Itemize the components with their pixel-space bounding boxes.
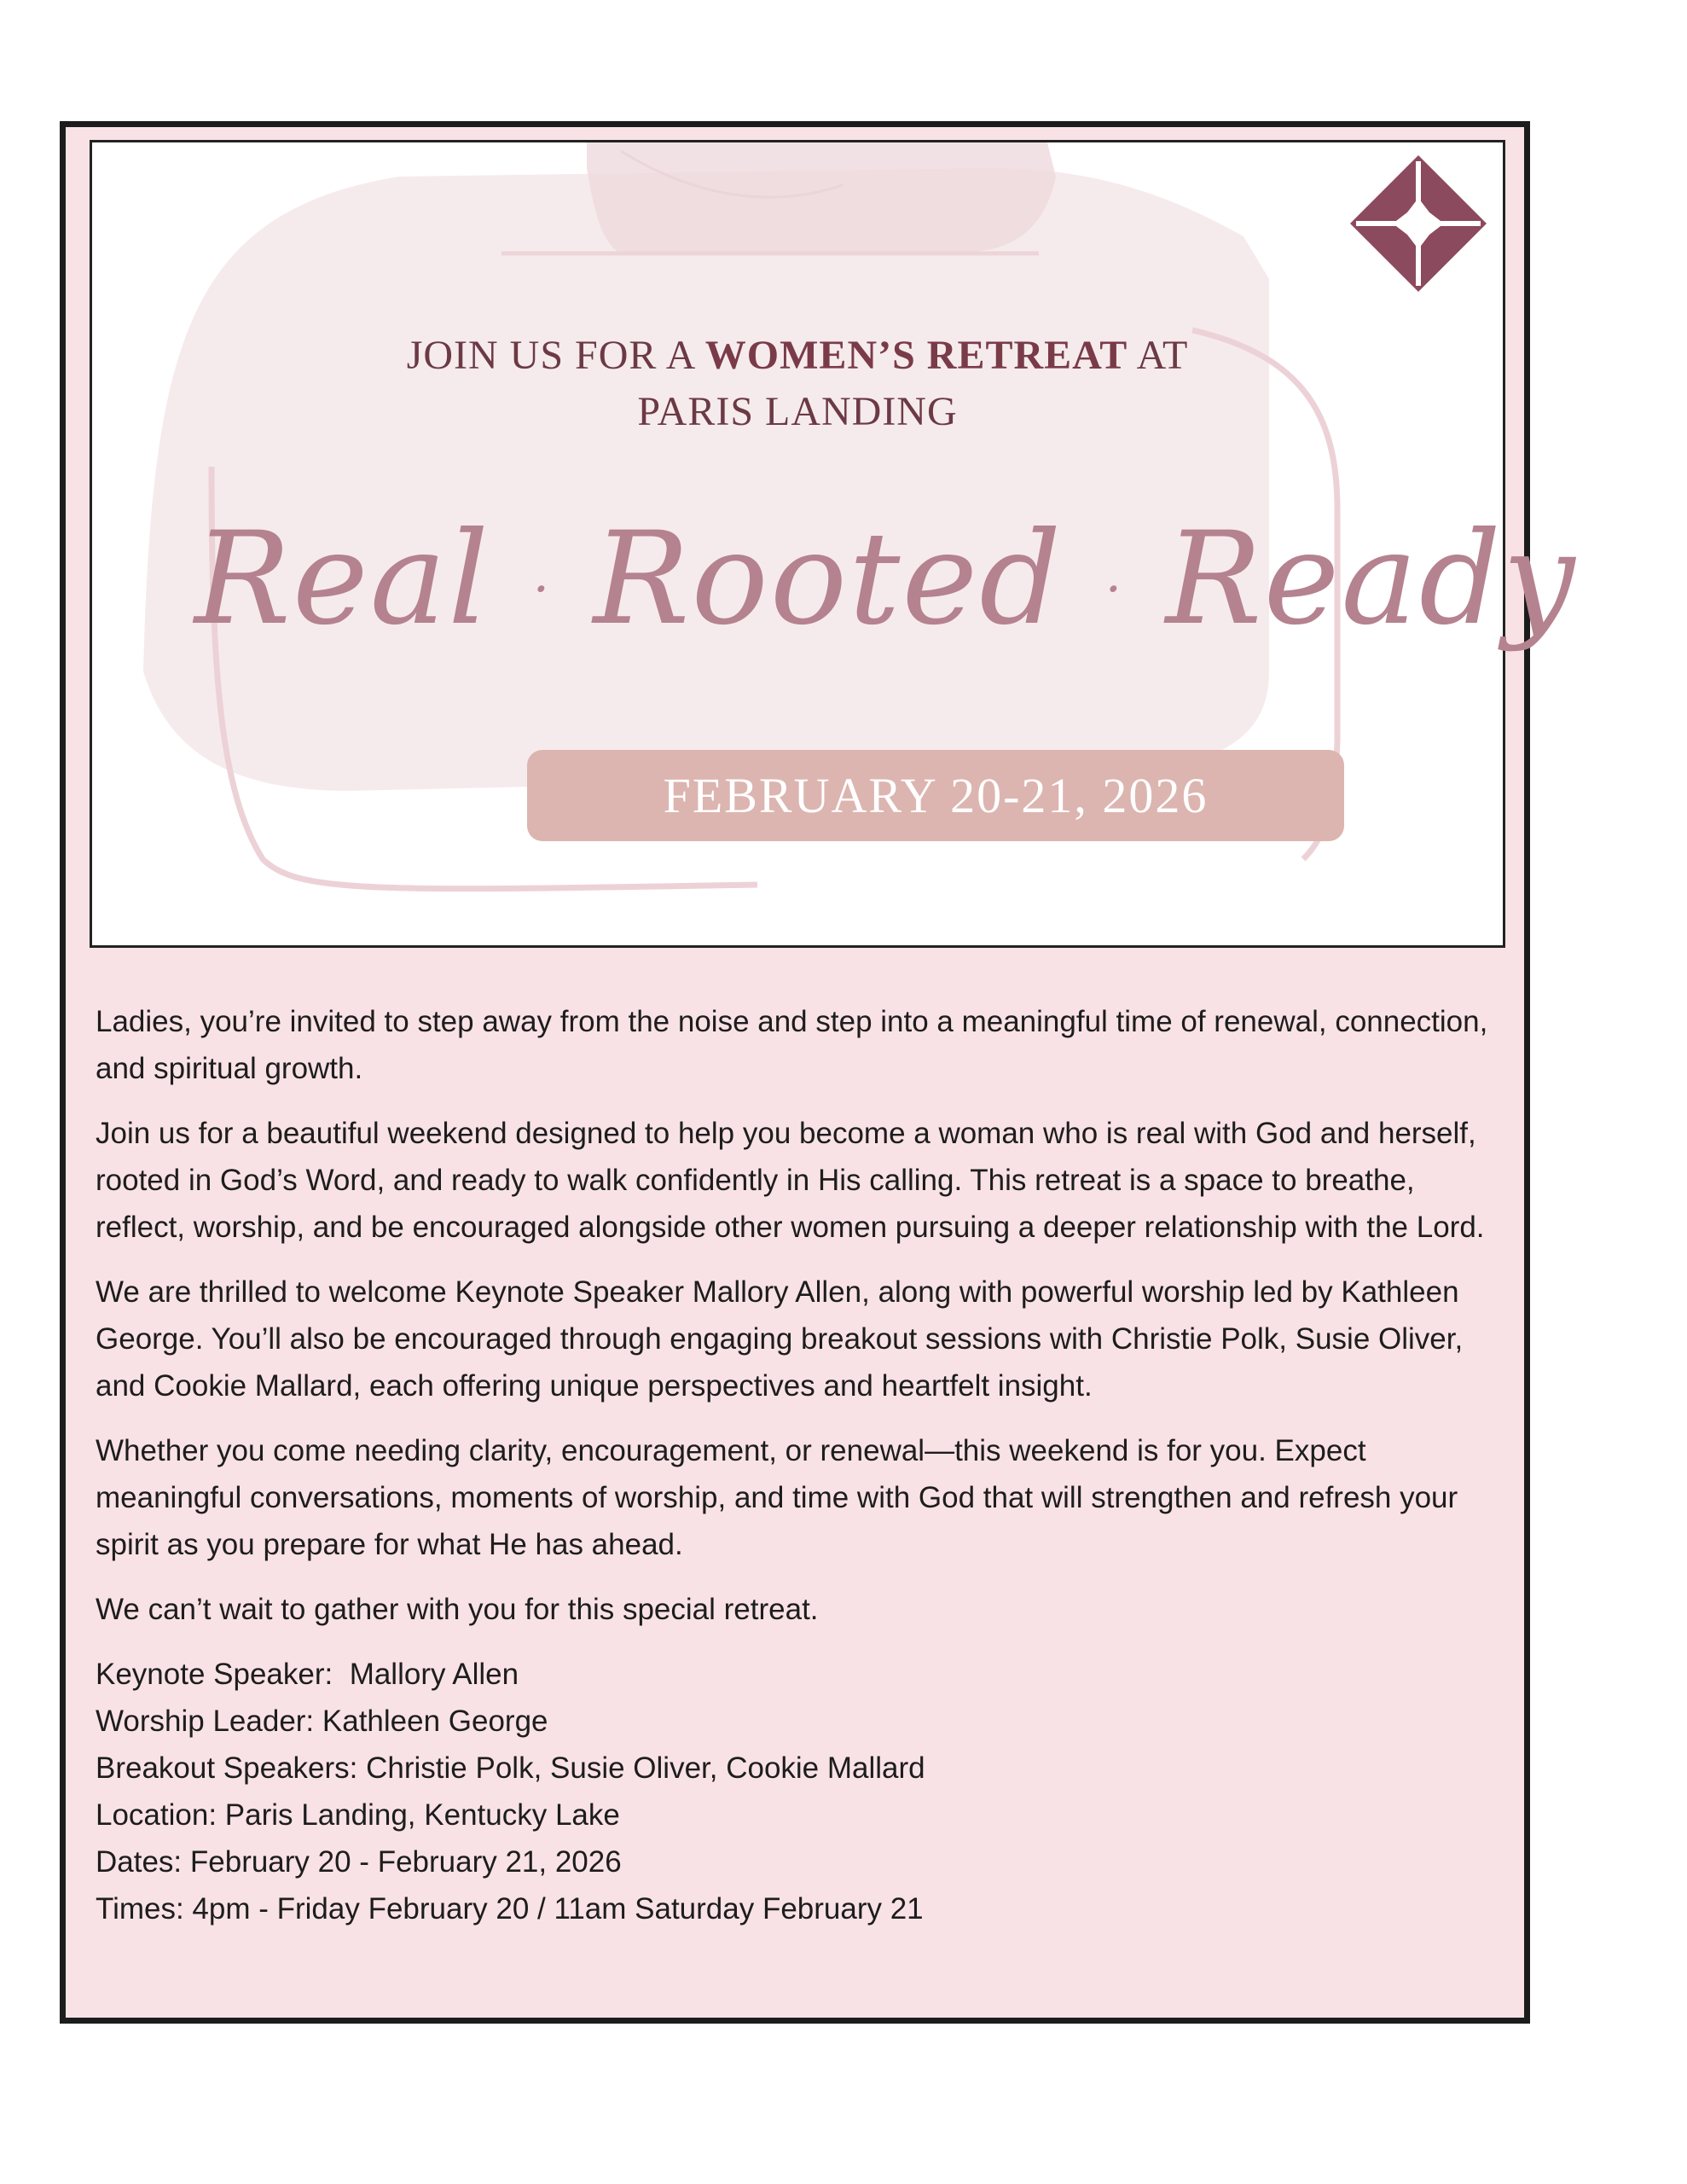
tagline-real: Real xyxy=(194,505,491,653)
detail-worship-leader: Worship Leader: Kathleen George xyxy=(96,1705,548,1738)
retreat-banner xyxy=(90,140,1577,948)
detail-breakout-speakers: Breakout Speakers: Christie Polk, Susie Oliver, Cookie Mallard xyxy=(96,1751,925,1785)
headline-bold: WOMEN’S RETREAT xyxy=(704,333,1128,378)
tagline-rooted: Rooted xyxy=(593,505,1064,653)
headline-suffix: AT xyxy=(1128,333,1189,378)
event-details xyxy=(96,1651,1503,1932)
paragraph-speakers: We are thrilled to welcome Keynote Speaker Mallory Allen, along with powerful worship led by Kathleen George. You’ll also be encouraged through engaging breakout sessions with Christie Polk, Susie Oliver, and Cookie Mallard, each offering unique perspectives and heartfelt insight. xyxy=(96,1275,1464,1403)
tagline-separator-1: · xyxy=(532,560,551,620)
event-date: FEBRUARY 20-21, 2026 xyxy=(663,768,1209,823)
date-pill xyxy=(527,750,1344,841)
headline-line-2: PARIS LANDING xyxy=(637,389,958,434)
detail-keynote-speaker: Keynote Speaker: Mallory Allen xyxy=(96,1658,519,1691)
headline-line-1 xyxy=(92,332,1503,379)
headline-prefix: JOIN US FOR A xyxy=(406,333,705,378)
tagline-separator-2: · xyxy=(1104,560,1123,620)
paragraph-closing: We can’t wait to gather with you for this special retreat. xyxy=(96,1593,819,1626)
paragraph-weekend: Join us for a beautiful weekend designed to help you become a woman who is real with God and herself, rooted in God’s Word, and ready to walk confidently in His calling. This retreat is a space to breathe, reflect, worship, and be encouraged alongside other women pursuing a deeper relationship with the Lord. xyxy=(96,1117,1485,1244)
flyer xyxy=(60,121,1577,2024)
tagline xyxy=(194,505,1577,653)
paragraph-invitation: Ladies, you’re invited to step away from the noise and step into a meaningful time of renewal, connection, and spiritual growth. xyxy=(96,1005,1488,1085)
tagline-ready: Ready xyxy=(1165,505,1577,653)
invitation-body xyxy=(96,998,1503,1932)
paragraph-expectations: Whether you come needing clarity, encouragement, or renewal—this weekend is for you. Expect meaningful conversations, moments of worship, and time with God that will strengthen and refresh your spirit as you prepare for what He has ahead. xyxy=(96,1434,1458,1561)
detail-location: Location: Paris Landing, Kentucky Lake xyxy=(96,1798,620,1832)
diamond-cross-logo-icon xyxy=(1346,151,1491,296)
detail-dates: Dates: February 20 - February 21, 2026 xyxy=(96,1845,622,1879)
detail-times: Times: 4pm - Friday February 20 / 11am Saturday February 21 xyxy=(96,1892,924,1926)
